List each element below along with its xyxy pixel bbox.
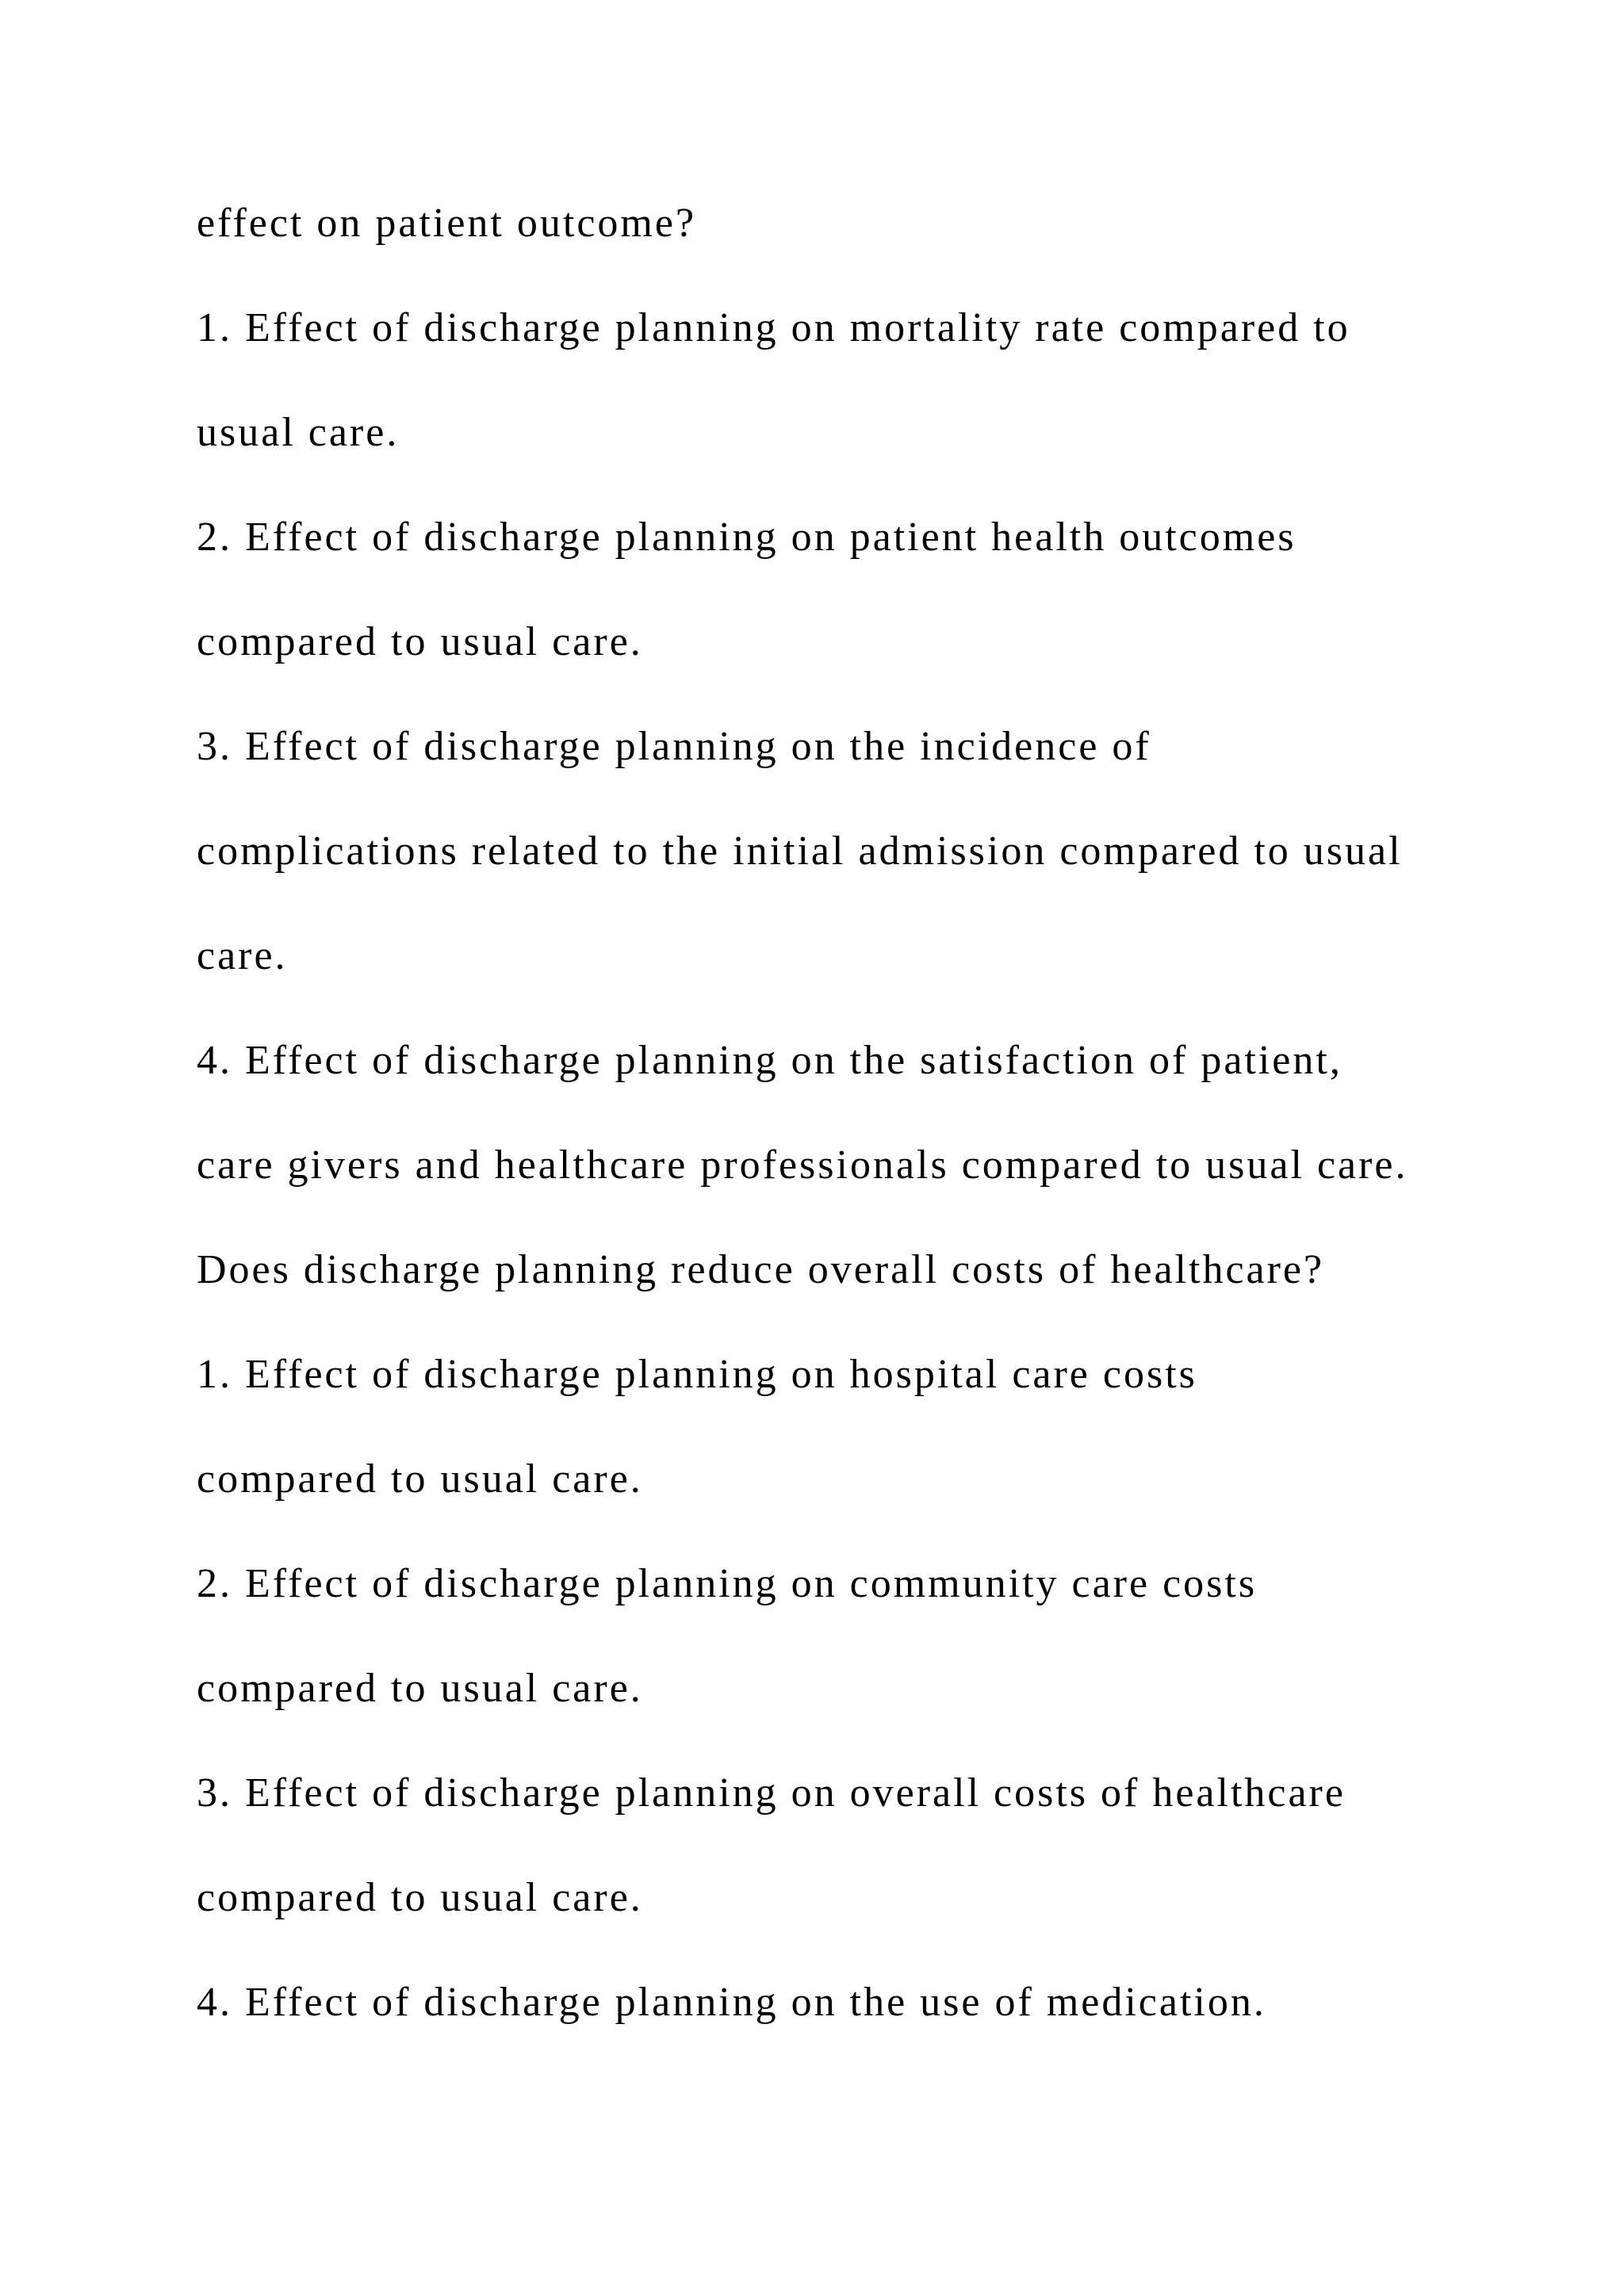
text-line: 4. Effect of discharge planning on the use of medication. [197, 1980, 1266, 2025]
text-line: compared to usual care. [197, 1666, 643, 1711]
text-line: 1. Effect of discharge planning on hospital care costs [197, 1352, 1197, 1397]
text-line: 3. Effect of discharge planning on overall costs of healthcare [197, 1770, 1346, 1816]
text-line: effect on patient outcome? [197, 201, 697, 246]
text-line: 4. Effect of discharge planning on the satisfaction of patient, [197, 1038, 1342, 1083]
document-body [197, 189, 1545, 2072]
text-line: 3. Effect of discharge planning on the incidence of [197, 724, 1151, 769]
text-line: compared to usual care. [197, 619, 643, 664]
text-line: care givers and healthcare professionals compared to usual care. [197, 1142, 1408, 1188]
text-line: usual care. [197, 410, 400, 455]
text-line: compared to usual care. [197, 1456, 643, 1502]
text-line: complications related to the initial admission compared to usual [197, 828, 1403, 874]
text-line: care. [197, 933, 288, 978]
text-line: 2. Effect of discharge planning on community care costs [197, 1561, 1258, 1606]
text-line: compared to usual care. [197, 1875, 643, 1920]
section-question: Does discharge planning reduce overall costs of healthcare? [197, 1247, 1325, 1292]
text-line: 1. Effect of discharge planning on mortality rate compared to [197, 305, 1350, 350]
text-line: 2. Effect of discharge planning on patient health outcomes [197, 515, 1297, 560]
